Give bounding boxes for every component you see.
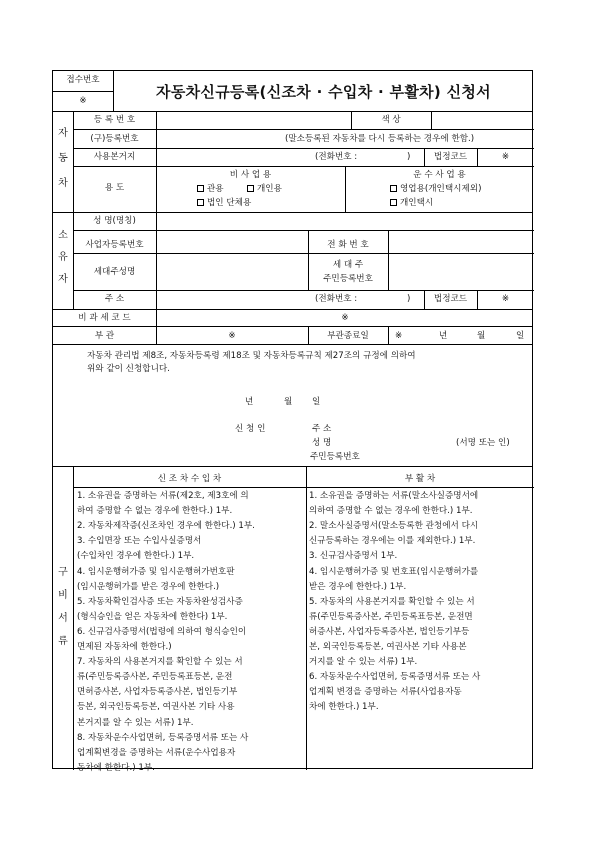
checkbox[interactable] <box>390 199 397 206</box>
owner-name-label: 성 명(명칭) <box>93 216 136 226</box>
biz-commercial-option[interactable]: 영업용(개인택시제외) <box>390 184 481 195</box>
applicant-name-label: 성 명 <box>312 438 332 448</box>
document-line: 8. 자동차운수사업면허, 등록증명서류 또는 사 <box>77 732 249 743</box>
divider <box>73 487 534 488</box>
tax-exempt-code-label: 비 과 세 코 드 <box>78 313 131 323</box>
base-location-label: 사용본거지 <box>93 152 136 162</box>
receipt-number-mark: ※ <box>79 96 87 106</box>
document-line: 차에 한한다.) 1부. <box>309 702 379 713</box>
document-line: 받은 경우에 한한다.) 1부. <box>309 581 407 592</box>
sub-condition-mark: ※ <box>228 331 236 341</box>
checkbox[interactable] <box>390 185 397 192</box>
document-line: 거지를 알 수 있는 서류) 1부. <box>309 657 418 668</box>
reg-number-field[interactable] <box>157 112 351 129</box>
divider <box>306 466 307 770</box>
biz-reg-number-label: 사업자등록번호 <box>85 240 144 250</box>
document-line: 2. 말소사실증명서(말소등록한 관청에서 다시 <box>309 521 479 532</box>
declaration-line-2: 위와 같이 신청합니다. <box>87 364 170 374</box>
owner-legal-code-mark: ※ <box>501 294 510 304</box>
applicant-label: 신 청 인 <box>235 424 266 434</box>
tax-exempt-code-mark: ※ <box>341 313 349 323</box>
nonbiz-personal-option[interactable]: 개인용 <box>247 184 282 195</box>
household-head-name-field[interactable] <box>157 254 307 289</box>
document-line: 본거지를 알 수 있는 서류) 1부. <box>77 717 194 728</box>
document-line: 2. 자동차제작증(신조차인 경우에 한한다.) 1부. <box>77 521 255 532</box>
document-line: 1. 소유권을 증명하는 서류(말소사실증명서에 <box>309 491 479 501</box>
householder-resident-no-field[interactable] <box>389 254 533 289</box>
checkbox[interactable] <box>197 185 204 192</box>
document-line: 동차에 한한다.) 1부. <box>77 762 155 773</box>
divider <box>53 326 532 327</box>
document-line: 면허증사본, 사업자등록증사본, 법인등기부 <box>77 687 238 698</box>
document-line: (수입차인 경우에 한한다.) 1부. <box>77 551 195 562</box>
document-line: 등본, 외국인등록등본, 여권사본 기타 사용 <box>77 702 235 713</box>
signature-note: (서명 또는 인) <box>456 438 510 448</box>
sub-end-day-label: 일 <box>516 331 525 341</box>
checkbox[interactable] <box>247 185 254 192</box>
document-line: (형식승인을 얻은 자동차에 한한다) 1부. <box>77 611 228 622</box>
reg-number-label: 등 록 번 호 <box>93 115 136 125</box>
householder-resident-no-label: 주민등록번호 <box>323 274 373 284</box>
document-line: 6. 신규검사증명서(법령에 의하여 형식승인이 <box>77 626 247 637</box>
nonbiz-corporate-option[interactable]: 법인 단체용 <box>197 198 251 209</box>
usage-label: 용 도 <box>104 183 125 193</box>
color-label: 색 상 <box>381 115 401 125</box>
declaration-line-1: 자동차 관리법 제8조, 자동차등록령 제18조 및 자동차등록규칙 제27조의 규정에 의하여 <box>87 351 416 361</box>
nonbiz-gov-option[interactable]: 관용 <box>197 184 224 195</box>
document-line: 의하여 증명할 수 없는 경우에 한한다.) 1부. <box>309 506 473 517</box>
registration-form <box>52 70 533 773</box>
application-day-label: 일 <box>312 397 321 407</box>
divider <box>73 166 534 167</box>
owner-phone-label: (전화번호 : <box>315 294 358 304</box>
divider <box>53 309 532 310</box>
checkbox[interactable] <box>197 199 204 206</box>
new-import-header: 신 조 차 수 입 차 <box>157 474 222 484</box>
document-line: 4. 임시운행허가증 및 임시운행허가번호판 <box>77 566 235 577</box>
owner-legal-code-label: 법정코드 <box>433 294 468 304</box>
old-reg-number-field[interactable] <box>157 130 285 148</box>
document-line: 3. 신규검사증명서 1부. <box>309 551 398 562</box>
document-line: 류(주민등록증사본, 주민등록표등본, 운전면 <box>309 611 473 622</box>
document-line: 업계획 변경을 증명하는 서류(사업용자동 <box>309 687 462 698</box>
divider <box>53 344 532 345</box>
applicant-address-label: 주 소 <box>312 424 332 434</box>
biz-taxi-option[interactable]: 개인택시 <box>390 198 433 209</box>
base-location-field[interactable] <box>157 149 307 166</box>
document-line: 5. 자동차의 사용본거지를 확인할 수 있는 서 <box>309 596 475 607</box>
document-line: 하여 증명할 수 없는 경우에 한한다.) 1부. <box>77 506 233 517</box>
document-line: 7. 자동차의 사용본거지를 확인할 수 있는 서 <box>77 657 243 668</box>
sub-end-date-label: 부관종료일 <box>327 331 369 341</box>
document-line: 류(주민등록증사본, 주민등록표등본, 운전 <box>77 672 233 683</box>
household-head-name-label: 세대주성명 <box>93 267 136 277</box>
document-line: 4. 임시운행허가증 및 번호표(임시운행허가를 <box>309 566 479 577</box>
vehicle-section-label: 자 동 차 <box>58 128 68 189</box>
revived-header: 부 활 차 <box>404 474 436 484</box>
document-line: 면제된 자동차에 한한다.) <box>77 642 172 652</box>
applicant-info-field[interactable] <box>373 421 453 465</box>
owner-tel-label: 전 화 번 호 <box>327 240 369 250</box>
owner-section-label: 소 유 자 <box>58 230 68 285</box>
old-reg-number-label: (구)등록번호 <box>90 134 139 144</box>
biz-usage-label: 운 수 사 업 용 <box>413 170 466 180</box>
vehicle-legal-code-mark: ※ <box>501 152 510 162</box>
owner-address-label: 주 소 <box>104 294 125 304</box>
divider <box>388 326 389 344</box>
document-line: 업계획변경을 증명하는 서류(운수사업용자 <box>77 747 236 758</box>
sub-end-date-mark: ※ <box>395 331 403 341</box>
divider <box>73 129 534 130</box>
application-month-label: 월 <box>284 397 293 407</box>
vehicle-legal-code-label: 법정코드 <box>433 152 468 162</box>
color-field[interactable] <box>432 112 532 129</box>
owner-name-field[interactable] <box>157 213 533 230</box>
sub-end-month-label: 월 <box>477 331 486 341</box>
owner-phone-close: ) <box>407 294 411 304</box>
householder-label: 세 대 주 <box>332 260 364 270</box>
document-line: (임시운행허가를 받은 경우에 한한다.) <box>77 581 220 592</box>
owner-tel-field[interactable] <box>389 231 533 253</box>
receipt-number-label: 접수번호 <box>66 75 100 85</box>
owner-address-field[interactable] <box>157 291 307 308</box>
applicant-resident-no-label: 주민등록번호 <box>310 452 360 462</box>
sub-condition-label: 부 관 <box>94 331 115 341</box>
divider <box>73 466 74 770</box>
sub-end-year-label: 년 <box>439 331 448 341</box>
document-line: 신규등록하는 경우에는 이를 제외한다.) 1부. <box>309 536 476 547</box>
biz-reg-number-field[interactable] <box>157 231 307 253</box>
document-line: 본, 외국인등록등본, 여권사본 기타 사용본 <box>309 642 467 652</box>
document-line: 6. 자동차운수사업면허, 등록증명서류 또는 사 <box>309 672 481 683</box>
document-line: 5. 자동차확인검사증 또는 자동차완성검사증 <box>77 596 243 607</box>
vehicle-phone-close: ) <box>407 152 411 162</box>
nonbiz-usage-label: 비 사 업 용 <box>229 170 272 180</box>
form-title: 자동차신규등록(신조차 · 수입차 · 부활차) 신청서 <box>156 83 491 101</box>
divider <box>53 91 113 92</box>
divider <box>113 71 114 111</box>
vehicle-phone-label: (전화번호 : <box>315 152 358 162</box>
divider <box>53 466 532 467</box>
document-line: 3. 수입면장 또는 수입사실증명서 <box>77 536 202 547</box>
old-reg-note: (말소등록된 자동차를 다시 등록하는 경우에 한함.) <box>285 134 475 144</box>
document-line: 허증사본, 사업자등록증사본, 법인등기부등 <box>309 626 470 637</box>
document-line: 1. 소유권을 증명하는 서류(제2호, 제3호에 의 <box>77 491 249 501</box>
application-year-label: 년 <box>245 397 254 407</box>
documents-section-label: 구 비 서 류 <box>58 567 68 647</box>
